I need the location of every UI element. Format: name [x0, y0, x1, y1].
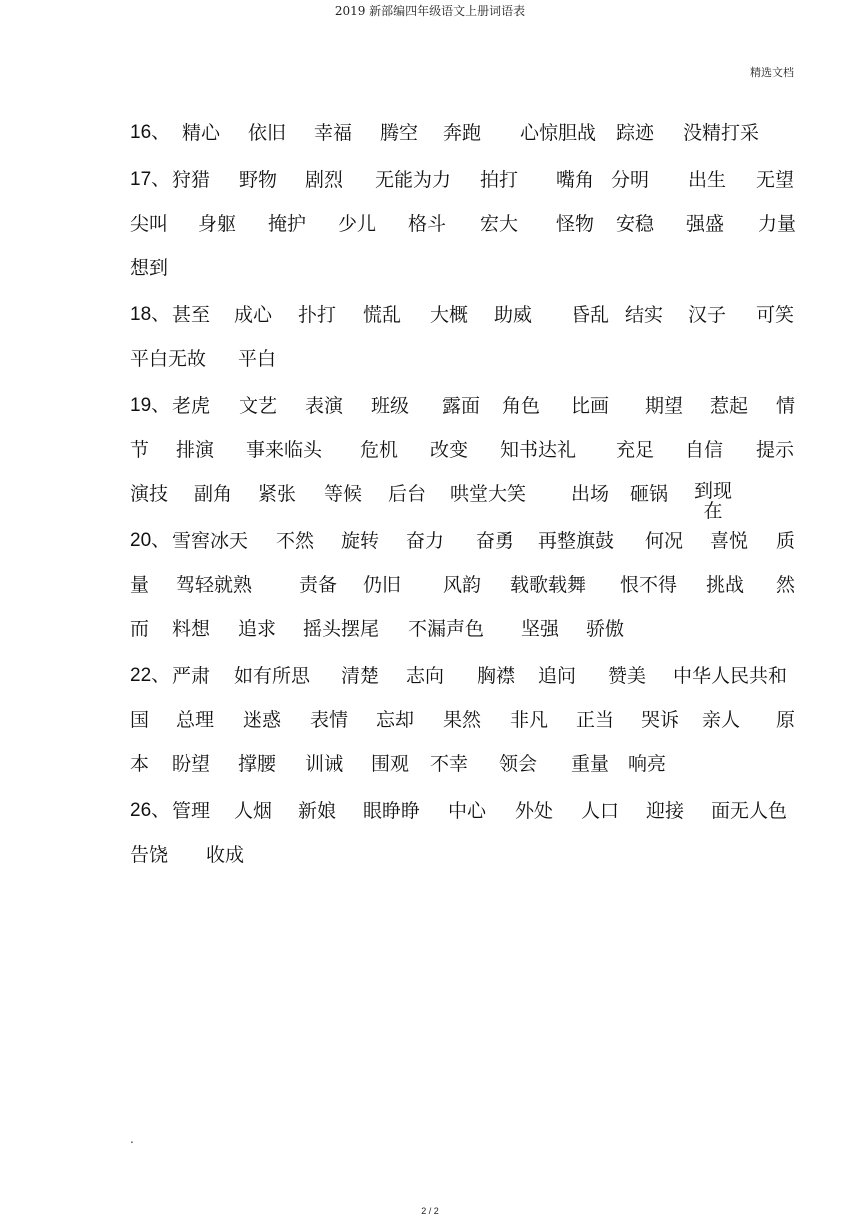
vocab-word: 事来临头: [246, 439, 323, 461]
vocab-word: 剧烈: [305, 169, 344, 191]
vocab-word: 外处: [515, 800, 554, 822]
vocab-line: [130, 612, 810, 656]
vocab-word: 平白无故: [130, 348, 207, 370]
lesson-number: 19、: [130, 395, 171, 416]
vocab-word: 嘴角: [556, 169, 595, 191]
vocab-word: 危机: [360, 439, 399, 461]
vocab-word: 围观: [371, 753, 410, 775]
vocab-word: 人烟: [234, 800, 273, 822]
vocab-word: 总理: [176, 709, 215, 731]
vocab-word: 心惊胆战: [520, 122, 597, 144]
vocab-word: 盼望: [172, 753, 211, 775]
vocab-word: 昏乱: [571, 304, 610, 326]
vocab-word: 收成: [206, 844, 245, 866]
lesson-number: 17、: [130, 169, 171, 190]
vocab-word: 风韵: [443, 574, 482, 596]
vocab-word: 分明: [611, 169, 650, 191]
vocab-word: 惹起: [710, 395, 749, 417]
vocab-line: [130, 794, 810, 838]
vocab-line: [130, 747, 810, 791]
vocab-word: 不幸: [430, 753, 469, 775]
vocab-word: 拍打: [480, 169, 519, 191]
vocab-word: 少儿: [338, 213, 377, 235]
vocab-word: 排演: [176, 439, 215, 461]
vocab-word: 甚至: [172, 304, 211, 326]
vocab-word: 量: [130, 574, 150, 596]
vocab-word: 依旧: [248, 122, 287, 144]
vocab-word: 撑腰: [238, 753, 277, 775]
vocab-word: 坚强: [521, 618, 560, 640]
vocab-word: 表情: [310, 709, 349, 731]
vocab-word: 紧张: [258, 483, 297, 505]
vocab-word: 想到: [130, 257, 169, 279]
vocab-word: 文艺: [239, 395, 278, 417]
vocab-word: 不然: [276, 530, 315, 552]
vocab-word: 眼睁睁: [363, 800, 421, 822]
vocab-word: 汉子: [688, 304, 727, 326]
vocab-word: 中华人民共和: [673, 665, 788, 687]
vocab-word: 赞美: [608, 665, 647, 687]
vocab-word: 慌乱: [363, 304, 402, 326]
vocab-word: 强盛: [686, 213, 725, 235]
vocab-word: 清楚: [341, 665, 380, 687]
vocab-word: 力量: [758, 213, 797, 235]
vocab-word: 老虎: [172, 395, 211, 417]
vocab-word: 而: [130, 618, 150, 640]
vocab-word: 格斗: [408, 213, 447, 235]
vocab-word: 无望: [756, 169, 795, 191]
vocab-word: 如有所思: [234, 665, 311, 687]
vocab-word: 精心: [182, 122, 221, 144]
vocab-word: 忘却: [376, 709, 415, 731]
vocab-word: 严肃: [172, 665, 211, 687]
vocab-word: 质: [776, 530, 796, 552]
vocab-word: 人口: [581, 800, 620, 822]
vocab-line: [130, 568, 810, 612]
vocab-word: 哄堂大笑: [450, 483, 527, 505]
lesson-number: 26、: [130, 800, 171, 821]
vocab-word: 亲人: [702, 709, 741, 731]
vocab-word: 责备: [299, 574, 338, 596]
vocab-word: 充足: [616, 439, 655, 461]
vocab-word: 迷惑: [243, 709, 282, 731]
vocab-line: [130, 298, 810, 342]
vocab-word: 出场: [571, 483, 610, 505]
vocab-word: 掩护: [268, 213, 307, 235]
vocab-word: 胸襟: [477, 665, 516, 687]
vocab-word: 扑打: [298, 304, 337, 326]
vocab-line: [130, 116, 810, 160]
vocab-word: 改变: [430, 439, 469, 461]
vocab-word: 重量: [571, 753, 610, 775]
vocab-word: 幸福: [314, 122, 353, 144]
vocab-line: [130, 389, 810, 433]
vocab-word: 后台: [388, 483, 427, 505]
vocab-word: 情: [776, 395, 796, 417]
vocab-word: 训诫: [305, 753, 344, 775]
vocab-word: 自信: [685, 439, 724, 461]
vocab-word: 砸锅: [630, 483, 669, 505]
vocab-word: 载歌载舞: [510, 574, 587, 596]
vocab-word: 期望: [645, 395, 684, 417]
vocab-word: 骄傲: [586, 618, 625, 640]
vocab-word: 节: [130, 439, 150, 461]
vocab-line: [130, 524, 810, 568]
vocab-word: 副角: [194, 483, 233, 505]
vocab-word: 本: [130, 753, 150, 775]
vocab-line: [130, 207, 810, 251]
vocab-word: 奋勇: [476, 530, 515, 552]
vocab-word: 告饶: [130, 844, 169, 866]
vocab-word: 出生: [688, 169, 727, 191]
vocab-word: 果然: [443, 709, 482, 731]
vocab-word: 正当: [576, 709, 615, 731]
vocab-word: 管理: [172, 800, 211, 822]
vocab-word: 奋力: [406, 530, 445, 552]
vocab-word: 喜悦: [710, 530, 749, 552]
vocab-word: 腾空: [380, 122, 419, 144]
footer-dot: .: [130, 1132, 134, 1146]
vocab-word: 等候: [324, 483, 363, 505]
vocab-word: 挑战: [706, 574, 745, 596]
vocab-word: 平白: [238, 348, 277, 370]
vocab-line: [130, 433, 810, 477]
vocab-word: 领会: [499, 753, 538, 775]
vocab-word: 然: [776, 574, 796, 596]
vocab-word: 面无人色: [711, 800, 788, 822]
vocab-word: 提示: [756, 439, 795, 461]
vocab-word: 知书达礼: [500, 439, 577, 461]
vocab-word: 追求: [238, 618, 277, 640]
vocab-word: 奔跑: [443, 122, 482, 144]
vocab-word: 大概: [430, 304, 469, 326]
vocab-line: [130, 342, 810, 386]
vocab-word: 露面: [442, 395, 481, 417]
lesson-number: 20、: [130, 530, 171, 551]
vocab-word: 比画: [571, 395, 610, 417]
vocab-word: 踪迹: [616, 122, 655, 144]
vocab-word: 驾轻就熟: [176, 574, 253, 596]
vocab-word: 成心: [234, 304, 273, 326]
vocab-word: 尖叫: [130, 213, 169, 235]
document-title: 2019 新部编四年级语文上册词语表: [334, 4, 526, 18]
vocab-word: 宏大: [480, 213, 519, 235]
vocab-line: [130, 163, 810, 207]
vocab-word: 响亮: [628, 753, 667, 775]
vocab-word: 表演: [305, 395, 344, 417]
vocab-word: 可笑: [756, 304, 795, 326]
vocabulary-list: [130, 116, 810, 885]
vocab-word: 雪窖冰天: [172, 530, 249, 552]
vocab-word: 国: [130, 709, 150, 731]
vocab-line: [130, 251, 810, 295]
vocab-word: 志向: [406, 665, 445, 687]
lesson-number: 18、: [130, 304, 171, 325]
vocab-word: 到现 在: [694, 480, 733, 522]
vocab-word: 仍旧: [363, 574, 402, 596]
vocab-word: 演技: [130, 483, 169, 505]
vocab-word: 班级: [371, 395, 410, 417]
document-tag: 精选文档: [750, 66, 794, 79]
vocab-word: 助威: [494, 304, 533, 326]
vocab-word: 恨不得: [620, 574, 678, 596]
vocab-word: 何况: [645, 530, 684, 552]
vocab-word: 原: [776, 709, 796, 731]
lesson-number: 22、: [130, 665, 171, 686]
vocab-line: [130, 838, 810, 882]
vocab-word: 中心: [448, 800, 487, 822]
lesson-number: 16、: [130, 122, 171, 143]
vocab-line: [130, 477, 810, 521]
vocab-word: 无能为力: [375, 169, 452, 191]
vocab-word: 哭诉: [641, 709, 680, 731]
page-number: 2 / 2: [421, 1206, 439, 1216]
vocab-word: 身躯: [198, 213, 237, 235]
vocab-line: [130, 703, 810, 747]
vocab-word: 追问: [538, 665, 577, 687]
vocab-word: 安稳: [616, 213, 655, 235]
vocab-word: 没精打采: [683, 122, 760, 144]
vocab-word: 料想: [172, 618, 211, 640]
vocab-word: 狩猎: [172, 169, 211, 191]
vocab-word: 再整旗鼓: [538, 530, 615, 552]
vocab-word: 旋转: [341, 530, 380, 552]
vocab-word: 新娘: [298, 800, 337, 822]
vocab-word: 怪物: [556, 213, 595, 235]
vocab-word: 野物: [239, 169, 278, 191]
vocab-word: 不漏声色: [408, 618, 485, 640]
vocab-word: 结实: [625, 304, 664, 326]
vocab-word: 迎接: [646, 800, 685, 822]
vocab-word: 摇头摆尾: [303, 618, 380, 640]
vocab-word: 角色: [502, 395, 541, 417]
vocab-line: [130, 659, 810, 703]
vocab-word: 非凡: [510, 709, 549, 731]
